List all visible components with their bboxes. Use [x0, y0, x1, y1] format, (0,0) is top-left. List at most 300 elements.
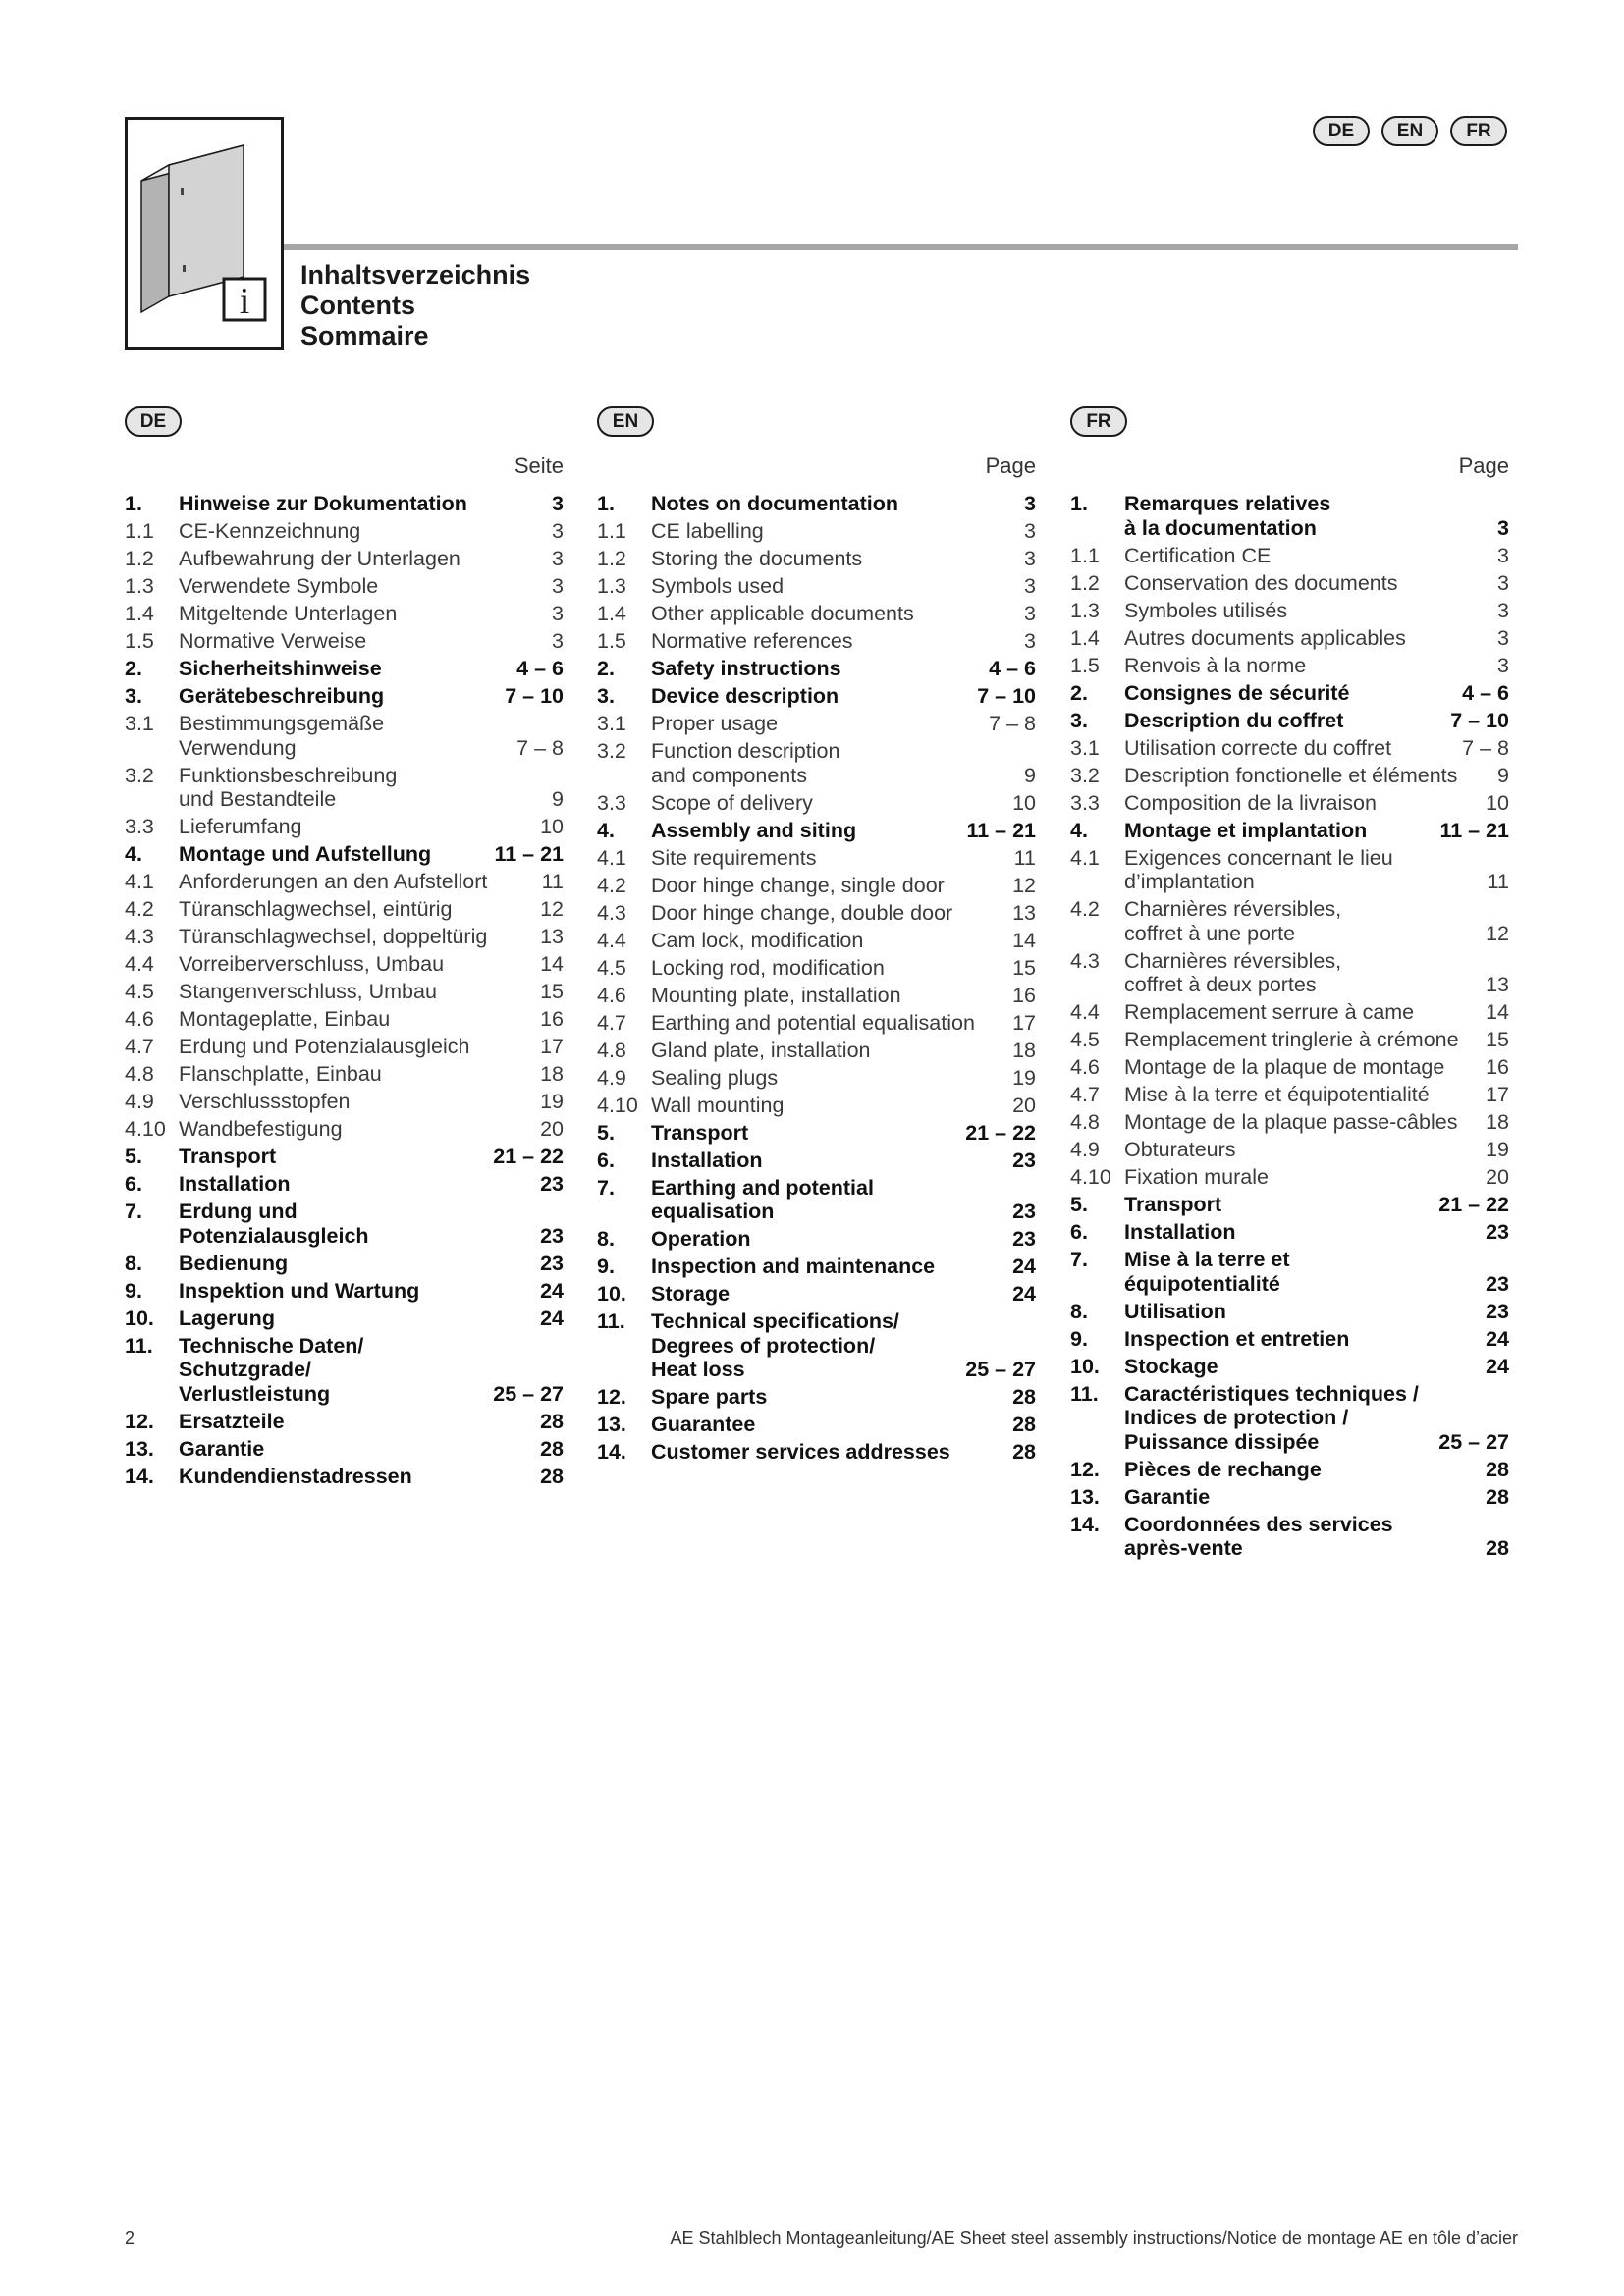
toc-entry-number: 11. — [1070, 1381, 1099, 1406]
toc-entry-number: 5. — [597, 1120, 615, 1145]
toc-entry-title: Bedienung — [179, 1251, 289, 1275]
toc-entry — [597, 1094, 1036, 1118]
toc-entry — [597, 684, 1036, 709]
toc-entry-number: 13. — [125, 1436, 154, 1461]
toc-entry-number: 4.9 — [1070, 1138, 1100, 1161]
toc-entry-title: Montage de la plaque de montage — [1124, 1055, 1445, 1079]
toc-entry — [597, 1121, 1036, 1146]
toc-entry — [1070, 654, 1509, 678]
toc-entry-number: 1.2 — [125, 547, 154, 570]
footer-text: AE Stahlblech Montageanleitung/AE Sheet steel assembly instructions/Notice de montage AE en tôle d’acier — [670, 2228, 1518, 2248]
lang-badge-de: DE — [1313, 116, 1370, 146]
toc-entry-page: 25 – 27 — [1438, 1429, 1509, 1454]
toc-entry-title: Inspektion und Wartung — [179, 1278, 420, 1303]
toc-entry-number: 10. — [597, 1282, 626, 1306]
toc-entry-page: 3 — [1497, 515, 1509, 540]
toc-entry-number: 7. — [597, 1175, 615, 1200]
toc-entry-page: 16 — [1486, 1055, 1509, 1079]
toc-entry-title: Coordonnées des services après-vente — [1124, 1512, 1393, 1560]
toc-entry-page: 13 — [1486, 973, 1509, 996]
toc-entry — [1070, 1300, 1509, 1324]
toc-entry-page: 7 – 10 — [1450, 708, 1509, 732]
toc-entry-number: 3.1 — [597, 712, 626, 735]
toc-entry — [125, 492, 564, 516]
toc-entry — [597, 574, 1036, 599]
toc-entry — [125, 1007, 564, 1032]
toc-entry-page: 3 — [552, 629, 564, 653]
toc-entry-page: 11 – 21 — [966, 818, 1036, 842]
toc-entry-title: Symbols used — [651, 574, 785, 598]
toc-entry-title: Operation — [651, 1227, 751, 1251]
toc-entry-page: 10 — [1012, 790, 1036, 815]
toc-entry-number: 4.2 — [125, 897, 154, 921]
toc-entry-page: 3 — [552, 602, 564, 625]
toc-entry-number: 4.1 — [125, 870, 154, 893]
toc-entry-number: 4.7 — [597, 1010, 626, 1035]
toc-entry — [1070, 1028, 1509, 1052]
toc-entry — [125, 870, 564, 894]
toc-entry — [1070, 1355, 1509, 1379]
toc-entry-title: Storage — [651, 1282, 731, 1306]
toc-entry-title: Technische Daten/ Schutzgrade/ Verlustleistung — [179, 1333, 364, 1406]
toc-entry — [125, 1307, 564, 1331]
toc-entry-page: 21 – 22 — [1438, 1193, 1509, 1216]
toc-entry-page: 24 — [1012, 1282, 1036, 1306]
toc-entry — [597, 739, 1036, 787]
toc-entry-number: 9. — [1070, 1326, 1088, 1351]
toc-entry — [1070, 1110, 1509, 1135]
page-number: 2 — [125, 2228, 135, 2248]
toc-entry-title: Proper usage — [651, 712, 779, 735]
toc-entry-title: Sicherheitshinweise — [179, 657, 382, 680]
toc-entry-title: Vorreiberverschluss, Umbau — [179, 952, 445, 976]
toc-entry-number: 8. — [1070, 1299, 1088, 1323]
toc-entry-page: 23 — [1012, 1227, 1036, 1251]
toc-entry-title: Lagerung — [179, 1306, 275, 1330]
toc-entry-number: 6. — [597, 1148, 615, 1172]
toc-entry-page: 16 — [1012, 983, 1036, 1007]
toc-column-de — [125, 406, 564, 1492]
toc-entry-page: 23 — [540, 1223, 564, 1248]
language-badges — [1313, 116, 1507, 146]
toc-entry-number: 4.8 — [125, 1062, 154, 1086]
toc-entry-number: 3. — [597, 684, 615, 708]
toc-entry — [1070, 736, 1509, 761]
toc-entry — [1070, 846, 1509, 894]
toc-entry-title: Flanschplatte, Einbau — [179, 1062, 382, 1086]
toc-entry — [1070, 571, 1509, 596]
toc-entry — [597, 1148, 1036, 1173]
toc-entry-number: 4.3 — [597, 900, 626, 925]
column-badge-en: EN — [597, 406, 654, 437]
toc-entry — [125, 547, 564, 571]
toc-entry-number: 1.2 — [597, 547, 626, 570]
toc-entry-number: 10. — [125, 1306, 154, 1330]
toc-entry-page: 16 — [540, 1007, 564, 1031]
toc-entry — [597, 1227, 1036, 1252]
toc-entry — [125, 842, 564, 867]
toc-entry-title: Normative Verweise — [179, 629, 367, 653]
toc-entry-title: Inspection and maintenance — [651, 1255, 936, 1278]
toc-entry-title: Inspection et entretien — [1124, 1326, 1350, 1351]
toc-list-fr — [1070, 492, 1509, 1561]
toc-entry-page: 24 — [1486, 1326, 1509, 1351]
toc-entry — [1070, 1000, 1509, 1025]
toc-entry-page: 10 — [1486, 790, 1509, 815]
toc-entry-page: 9 — [1497, 763, 1509, 787]
toc-entry-page: 24 — [1486, 1354, 1509, 1378]
toc-entry-page: 3 — [1497, 543, 1509, 567]
toc-entry — [597, 1413, 1036, 1437]
toc-entry-page: 3 — [1497, 653, 1509, 677]
toc-entry-title: Customer services addresses — [651, 1440, 950, 1464]
toc-entry — [597, 901, 1036, 926]
toc-entry-number: 4.6 — [125, 1007, 154, 1031]
toc-entry-number: 7. — [1070, 1248, 1088, 1271]
toc-entry-number: 4.4 — [597, 928, 626, 952]
toc-entry-number: 2. — [125, 657, 142, 680]
toc-entry-number: 4.6 — [597, 983, 626, 1007]
toc-entry-title: Transport — [651, 1120, 749, 1145]
toc-entry-number: 3.2 — [1070, 763, 1100, 787]
toc-entry-page: 7 – 8 — [989, 712, 1036, 735]
toc-entry-title: Other applicable documents — [651, 602, 914, 625]
toc-entry-title: Mounting plate, installation — [651, 983, 901, 1007]
toc-entry-page: 14 — [1012, 928, 1036, 952]
toc-entry — [125, 1172, 564, 1197]
toc-entry-number: 9. — [125, 1278, 142, 1303]
toc-entry-page: 24 — [540, 1278, 564, 1303]
toc-entry-number: 4.7 — [125, 1035, 154, 1058]
toc-entry-title: Fixation murale — [1124, 1165, 1269, 1189]
toc-entry — [597, 1385, 1036, 1410]
toc-entry-number: 6. — [1070, 1220, 1088, 1244]
toc-entry-title: Lieferumfang — [179, 815, 302, 838]
toc-entry — [597, 519, 1036, 544]
toc-entry-page: 28 — [1486, 1457, 1509, 1481]
toc-entry-page: 14 — [540, 952, 564, 976]
toc-entry-number: 12. — [125, 1409, 154, 1433]
toc-entry — [1070, 897, 1509, 945]
toc-entry-title: Transport — [1124, 1193, 1222, 1216]
toc-entry-page: 3 — [1024, 574, 1036, 598]
toc-entry-number: 3.2 — [597, 739, 626, 763]
toc-entry-number: 1. — [125, 492, 142, 515]
toc-entry-title: Locking rod, modification — [651, 955, 885, 980]
toc-entry-number: 3.3 — [597, 790, 626, 815]
title-de: Inhaltsverzeichnis — [300, 260, 531, 290]
toc-entry — [1070, 1248, 1509, 1296]
toc-entry — [1070, 599, 1509, 623]
header-rule — [284, 244, 1518, 250]
toc-entry — [1070, 1327, 1509, 1352]
toc-entry — [125, 1252, 564, 1276]
toc-entry-page: 23 — [540, 1251, 564, 1275]
toc-entry-number: 4.1 — [1070, 845, 1100, 870]
toc-entry-number: 4.9 — [125, 1090, 154, 1113]
toc-entry-title: Charnières réversibles, coffret à une porte — [1124, 897, 1342, 945]
toc-entry-page: 7 – 10 — [505, 684, 564, 708]
toc-entry — [125, 1465, 564, 1489]
toc-entry — [597, 874, 1036, 898]
toc-entry-title: Gland plate, installation — [651, 1038, 871, 1062]
toc-entry — [597, 1309, 1036, 1382]
toc-entry-title: Technical specifications/ Degrees of protection/ Heat loss — [651, 1309, 899, 1381]
toc-entry-page: 11 – 21 — [1439, 818, 1509, 842]
toc-entry-number: 1.4 — [597, 602, 626, 625]
toc-entry-title: Mise à la terre et équipotentialité — [1124, 1248, 1290, 1296]
toc-entry-title: Wall mounting — [651, 1093, 785, 1117]
toc-entry-title: Ersatzteile — [179, 1409, 285, 1433]
toc-entry-title: Earthing and potential equalisation — [651, 1175, 874, 1223]
toc-entry — [125, 657, 564, 681]
toc-entry-title: Scope of delivery — [651, 790, 813, 815]
enclosure-illustration — [128, 120, 281, 347]
toc-entry-page: 9 — [1024, 763, 1036, 787]
toc-entry-page: 12 — [1486, 921, 1509, 945]
toc-entry-number: 3.2 — [125, 763, 154, 787]
toc-entry-page: 28 — [540, 1464, 564, 1488]
info-icon-letter: i — [239, 281, 250, 322]
toc-entry-page: 3 — [552, 574, 564, 598]
toc-entry-number: 4.4 — [1070, 1000, 1100, 1024]
toc-entry-number: 4.5 — [125, 980, 154, 1003]
toc-entry-number: 4.4 — [125, 952, 154, 976]
toc-entry — [1070, 949, 1509, 997]
toc-entry-page: 12 — [540, 897, 564, 921]
toc-entry-number: 3.3 — [1070, 790, 1100, 815]
toc-entry-page: 3 — [1497, 598, 1509, 622]
toc-entry-page: 28 — [1486, 1484, 1509, 1509]
toc-entry-title: Notes on documentation — [651, 492, 899, 515]
toc-entry — [1070, 681, 1509, 706]
toc-entry-number: 5. — [1070, 1193, 1088, 1216]
toc-entry-number: 1.1 — [597, 519, 626, 543]
toc-entry-page: 28 — [1012, 1440, 1036, 1464]
toc-entry-number: 6. — [125, 1172, 142, 1196]
toc-entry-page: 28 — [1486, 1536, 1509, 1560]
toc-entry-title: Kundendienstadressen — [179, 1464, 412, 1488]
column-badge-fr: FR — [1070, 406, 1127, 437]
toc-entry-title: Installation — [651, 1148, 763, 1172]
toc-entry-title: Utilisation — [1124, 1299, 1226, 1323]
toc-entry-page: 7 – 8 — [1462, 735, 1509, 760]
toc-entry — [1070, 492, 1509, 540]
toc-entry-title: Montage et implantation — [1124, 818, 1368, 842]
toc-entry-page: 20 — [540, 1117, 564, 1141]
toc-entry-page: 10 — [540, 815, 564, 838]
toc-entry-title: Stockage — [1124, 1354, 1218, 1378]
page-label-en: Page — [985, 454, 1036, 478]
toc-entry-title: Verschlussstopfen — [179, 1090, 351, 1113]
toc-entry — [1070, 709, 1509, 733]
toc-entry-title: Anforderungen an den Aufstellort — [179, 870, 488, 893]
toc-entry-page: 11 — [541, 870, 564, 893]
toc-entry-page: 21 – 22 — [493, 1145, 564, 1168]
toc-entry-number: 4.9 — [597, 1065, 626, 1090]
toc-entry-title: Earthing and potential equalisation — [651, 1010, 975, 1035]
toc-entry-title: Mise à la terre et équipotentialité — [1124, 1083, 1430, 1106]
toc-entry — [125, 925, 564, 949]
toc-entry — [125, 764, 564, 812]
toc-entry-title: Cam lock, modification — [651, 928, 864, 952]
toc-entry-number: 4.8 — [1070, 1110, 1100, 1134]
toc-entry — [597, 791, 1036, 816]
toc-entry — [125, 712, 564, 760]
toc-entry-number: 3.3 — [125, 815, 154, 838]
toc-entry-title: Guarantee — [651, 1413, 756, 1436]
toc-entry — [1070, 791, 1509, 816]
toc-entry — [125, 684, 564, 709]
toc-entry-page: 15 — [1012, 955, 1036, 980]
column-badge-de: DE — [125, 406, 182, 437]
toc-entry — [597, 657, 1036, 681]
toc-entry-title: Site requirements — [651, 845, 817, 870]
toc-entry-number: 11. — [597, 1309, 625, 1333]
toc-entry — [597, 1255, 1036, 1279]
toc-entry-number: 1.3 — [1070, 598, 1100, 622]
toc-entry-number: 4.3 — [125, 925, 154, 948]
toc-entry-page: 28 — [540, 1436, 564, 1461]
toc-entry-page: 20 — [1012, 1093, 1036, 1117]
toc-entry-title: Erdung und Potenzialausgleich — [179, 1200, 369, 1248]
toc-entry-page: 7 – 8 — [516, 735, 564, 760]
toc-entry-page: 23 — [1486, 1271, 1509, 1296]
toc-entry-title: Storing the documents — [651, 547, 863, 570]
toc-entry-page: 28 — [1012, 1413, 1036, 1436]
toc-entry-page: 12 — [1012, 873, 1036, 897]
toc-entry-number: 9. — [597, 1255, 615, 1278]
toc-entry — [597, 602, 1036, 626]
toc-entry-number: 4. — [1070, 818, 1088, 842]
toc-entry — [597, 629, 1036, 654]
toc-entry-number: 4.3 — [1070, 948, 1100, 973]
toc-entry-number: 1.5 — [125, 629, 154, 653]
toc-entry-page: 18 — [1486, 1110, 1509, 1134]
toc-entry-title: Symboles utilisés — [1124, 598, 1288, 622]
toc-entry-number: 1.1 — [125, 519, 154, 543]
toc-entry — [597, 956, 1036, 981]
toc-entry — [1070, 819, 1509, 843]
toc-entry-number: 8. — [597, 1227, 615, 1251]
toc-list-de — [125, 492, 564, 1488]
toc-entry-title: Description fonctionelle et éléments — [1124, 763, 1458, 787]
toc-entry-number: 3. — [125, 684, 142, 708]
toc-entry — [125, 519, 564, 544]
toc-entry-title: Transport — [179, 1145, 277, 1168]
toc-entry-title: Safety instructions — [651, 657, 841, 680]
toc-entry-page: 21 – 22 — [965, 1120, 1036, 1145]
toc-entry-number: 1.4 — [125, 602, 154, 625]
toc-entry-number: 4.1 — [597, 845, 626, 870]
toc-entry — [125, 1410, 564, 1434]
toc-entry-number: 1.5 — [597, 629, 626, 653]
toc-entry — [1070, 1458, 1509, 1482]
toc-entry-number: 12. — [1070, 1457, 1100, 1481]
toc-column-en — [597, 406, 1036, 1468]
toc-entry — [125, 1090, 564, 1114]
toc-entry — [125, 1035, 564, 1059]
toc-entry-page: 23 — [540, 1172, 564, 1196]
toc-entry-title: Charnières réversibles, coffret à deux portes — [1124, 948, 1342, 996]
toc-entry-title: CE labelling — [651, 519, 764, 543]
toc-entry-number: 4.5 — [1070, 1028, 1100, 1051]
toc-entry-page: 9 — [552, 787, 564, 811]
toc-entry-title: Montageplatte, Einbau — [179, 1007, 391, 1031]
toc-entry-number: 1. — [597, 492, 615, 515]
toc-entry-number: 4.10 — [1070, 1165, 1111, 1189]
toc-entry-page: 24 — [540, 1306, 564, 1330]
toc-entry-title: Sealing plugs — [651, 1065, 779, 1090]
toc-entry-title: CE-Kennzeichnung — [179, 519, 361, 543]
toc-entry-number: 4.2 — [1070, 897, 1100, 921]
toc-entry-title: Mitgeltende Unterlagen — [179, 602, 398, 625]
toc-entry — [597, 1039, 1036, 1063]
toc-entry-title: Normative references — [651, 629, 853, 653]
toc-entry-page: 24 — [1012, 1255, 1036, 1278]
toc-entry — [125, 1117, 564, 1142]
toc-entry-title: Autres documents applicables — [1124, 625, 1406, 650]
toc-entry — [125, 629, 564, 654]
toc-entry — [597, 1011, 1036, 1036]
toc-entry — [1070, 1485, 1509, 1510]
toc-entry — [597, 492, 1036, 516]
toc-entry-title: Remplacement serrure à came — [1124, 1000, 1415, 1024]
toc-entry-number: 2. — [1070, 680, 1088, 705]
toc-entry-number: 1.5 — [1070, 653, 1100, 677]
toc-column-fr — [1070, 406, 1509, 1564]
toc-entry-page: 3 — [1024, 519, 1036, 543]
toc-entry-title: Installation — [179, 1172, 291, 1196]
toc-entry-number: 13. — [1070, 1484, 1100, 1509]
toc-entry-title: Aufbewahrung der Unterlagen — [179, 547, 460, 570]
page-footer — [125, 2228, 1518, 2249]
toc-entry-page: 3 — [1497, 570, 1509, 595]
toc-entry-title: Caractéristiques techniques / Indices de protection / Puissance dissipée — [1124, 1381, 1419, 1454]
toc-entry-title: Verwendete Symbole — [179, 574, 379, 598]
toc-entry-title: Installation — [1124, 1220, 1236, 1244]
toc-entry-title: Hinweise zur Dokumentation — [179, 492, 467, 515]
toc-entry-number: 4. — [597, 818, 615, 842]
toc-entry — [125, 1062, 564, 1087]
page-title — [300, 260, 530, 351]
toc-entry-page: 19 — [540, 1090, 564, 1113]
toc-entry-number: 1.2 — [1070, 570, 1100, 595]
toc-entry-number: 4.7 — [1070, 1083, 1100, 1106]
toc-entry-page: 11 — [1487, 870, 1509, 893]
cabinet-info-icon — [125, 117, 284, 350]
toc-entry-number: 14. — [1070, 1512, 1100, 1536]
toc-entry — [1070, 544, 1509, 568]
toc-entry-page: 17 — [1012, 1010, 1036, 1035]
toc-entry-page: 18 — [1012, 1038, 1036, 1062]
toc-entry-title: Device description — [651, 684, 839, 708]
toc-entry-page: 3 — [1024, 602, 1036, 625]
toc-entry-title: Door hinge change, double door — [651, 900, 953, 925]
toc-entry-title: Montage de la plaque passe-câbles — [1124, 1110, 1458, 1134]
toc-entry-title: Gerätebeschreibung — [179, 684, 385, 708]
toc-entry-title: Renvois à la norme — [1124, 653, 1307, 677]
toc-entry — [1070, 1055, 1509, 1080]
toc-entry — [125, 980, 564, 1004]
toc-entry — [597, 984, 1036, 1008]
toc-entry-title: Garantie — [1124, 1484, 1211, 1509]
toc-entry — [1070, 1193, 1509, 1217]
toc-entry — [125, 574, 564, 599]
toc-entry-page: 4 – 6 — [516, 657, 564, 680]
toc-entry — [125, 815, 564, 839]
toc-entry-title: Door hinge change, single door — [651, 873, 945, 897]
